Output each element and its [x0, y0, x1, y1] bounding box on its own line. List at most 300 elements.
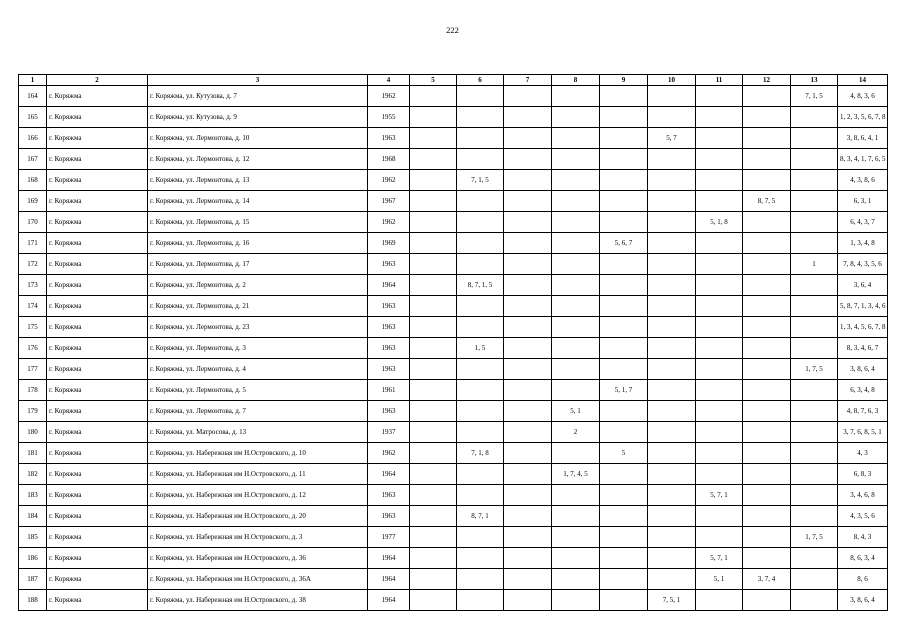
table-cell-col-13: [791, 590, 838, 611]
table-row: [19, 443, 888, 464]
table-cell-col-1: 183: [19, 485, 47, 506]
table-cell-col-7: [504, 506, 552, 527]
table-cell-col-6: [457, 527, 504, 548]
table-cell-col-11: [696, 233, 743, 254]
table-cell-col-3: г. Коряжма, ул. Лермонтова, д. 3: [148, 338, 368, 359]
table-cell-col-7: [504, 380, 552, 401]
table-cell-col-9: [600, 170, 648, 191]
table-cell-col-12: [743, 296, 791, 317]
table-cell-col-4: 1967: [368, 191, 410, 212]
table-cell-col-3: г. Коряжма, ул. Лермонтова, д. 21: [148, 296, 368, 317]
table-cell-col-11: 5, 7, 1: [696, 485, 743, 506]
table-cell-col-4: 1962: [368, 170, 410, 191]
table-cell-col-11: [696, 506, 743, 527]
table-cell-col-14: 8, 3, 4, 6, 7: [838, 338, 888, 359]
table-cell-col-13: [791, 128, 838, 149]
table-cell-col-3: г. Коряжма, ул. Лермонтова, д. 7: [148, 401, 368, 422]
table-cell-col-8: [552, 275, 600, 296]
table-cell-col-10: [648, 380, 696, 401]
table-cell-col-4: 1962: [368, 443, 410, 464]
table-cell-col-8: [552, 191, 600, 212]
table-cell-col-2: г. Коряжма: [47, 233, 148, 254]
table-cell-col-12: [743, 170, 791, 191]
table-cell-col-10: [648, 464, 696, 485]
table-cell-col-9: [600, 401, 648, 422]
table-cell-col-12: [743, 527, 791, 548]
table-cell-col-14: 1, 3, 4, 5, 6, 7, 8: [838, 317, 888, 338]
table-cell-col-13: [791, 317, 838, 338]
table-cell-col-4: 1961: [368, 380, 410, 401]
table-cell-col-5: [410, 506, 457, 527]
table-cell-col-2: г. Коряжма: [47, 212, 148, 233]
table-cell-col-6: [457, 401, 504, 422]
table-cell-col-7: [504, 86, 552, 107]
table-cell-col-13: [791, 191, 838, 212]
table-cell-col-13: [791, 107, 838, 128]
table-cell-col-5: [410, 548, 457, 569]
table-cell-col-11: [696, 107, 743, 128]
table-cell-col-2: г. Коряжма: [47, 275, 148, 296]
table-cell-col-10: [648, 485, 696, 506]
column-header: 9: [600, 75, 648, 86]
table-cell-col-5: [410, 317, 457, 338]
table-cell-col-8: 2: [552, 422, 600, 443]
table-cell-col-9: 5, 6, 7: [600, 233, 648, 254]
table-cell-col-10: [648, 359, 696, 380]
table-cell-col-13: [791, 569, 838, 590]
table-row: [19, 485, 888, 506]
page-number: 222: [446, 25, 459, 35]
table-cell-col-5: [410, 401, 457, 422]
table-cell-col-1: 176: [19, 338, 47, 359]
table-cell-col-13: [791, 275, 838, 296]
table-row: [19, 233, 888, 254]
table-cell-col-6: [457, 212, 504, 233]
table-row: [19, 191, 888, 212]
table-cell-col-10: [648, 107, 696, 128]
table-cell-col-14: 8, 3, 4, 1, 7, 6, 5: [838, 149, 888, 170]
table-row: [19, 86, 888, 107]
column-header: 7: [504, 75, 552, 86]
table-cell-col-2: г. Коряжма: [47, 317, 148, 338]
table-row: [19, 401, 888, 422]
table-cell-col-3: г. Коряжма, ул. Лермонтова, д. 12: [148, 149, 368, 170]
table-cell-col-14: 6, 3, 4, 8: [838, 380, 888, 401]
table-cell-col-2: г. Коряжма: [47, 548, 148, 569]
table-cell-col-14: 8, 6: [838, 569, 888, 590]
table-cell-col-14: 6, 3, 1: [838, 191, 888, 212]
table-cell-col-14: 3, 8, 6, 4, 1: [838, 128, 888, 149]
table-cell-col-7: [504, 296, 552, 317]
table-cell-col-14: 8, 6, 3, 4: [838, 548, 888, 569]
table-cell-col-8: [552, 359, 600, 380]
table-cell-col-9: [600, 149, 648, 170]
table-cell-col-13: 1: [791, 254, 838, 275]
table-cell-col-12: [743, 233, 791, 254]
table-cell-col-4: 1963: [368, 401, 410, 422]
table-cell-col-1: 165: [19, 107, 47, 128]
table-cell-col-2: г. Коряжма: [47, 464, 148, 485]
table-row: [19, 128, 888, 149]
table-cell-col-7: [504, 338, 552, 359]
table-cell-col-10: [648, 338, 696, 359]
table-cell-col-6: [457, 191, 504, 212]
table-cell-col-14: 3, 4, 6, 8: [838, 485, 888, 506]
table-cell-col-9: [600, 107, 648, 128]
table-cell-col-11: [696, 296, 743, 317]
table-cell-col-12: [743, 506, 791, 527]
table-cell-col-9: [600, 569, 648, 590]
table-cell-col-11: [696, 149, 743, 170]
table-cell-col-13: [791, 233, 838, 254]
table-cell-col-4: 1962: [368, 86, 410, 107]
table-cell-col-2: г. Коряжма: [47, 422, 148, 443]
table-cell-col-12: 3, 7, 4: [743, 569, 791, 590]
table-cell-col-1: 188: [19, 590, 47, 611]
table-cell-col-7: [504, 233, 552, 254]
table-cell-col-13: 1, 7, 5: [791, 359, 838, 380]
table-cell-col-10: [648, 317, 696, 338]
table-cell-col-5: [410, 212, 457, 233]
table-row: [19, 107, 888, 128]
table-cell-col-4: 1963: [368, 506, 410, 527]
column-header: 11: [696, 75, 743, 86]
table-cell-col-3: г. Коряжма, ул. Лермонтова, д. 10: [148, 128, 368, 149]
table-cell-col-13: [791, 464, 838, 485]
table-cell-col-2: г. Коряжма: [47, 107, 148, 128]
table-cell-col-2: г. Коряжма: [47, 380, 148, 401]
table-cell-col-4: 1977: [368, 527, 410, 548]
table-cell-col-4: 1963: [368, 254, 410, 275]
table-cell-col-9: [600, 86, 648, 107]
table-cell-col-11: [696, 128, 743, 149]
table-cell-col-8: [552, 254, 600, 275]
table-cell-col-6: [457, 296, 504, 317]
table-cell-col-7: [504, 275, 552, 296]
table-cell-col-11: [696, 338, 743, 359]
table-cell-col-9: [600, 128, 648, 149]
table-cell-col-10: [648, 506, 696, 527]
table-cell-col-6: [457, 254, 504, 275]
table-cell-col-4: 1963: [368, 338, 410, 359]
table-cell-col-6: [457, 590, 504, 611]
table-cell-col-1: 185: [19, 527, 47, 548]
table-cell-col-1: 174: [19, 296, 47, 317]
column-header: 12: [743, 75, 791, 86]
table-cell-col-13: [791, 548, 838, 569]
table-cell-col-5: [410, 422, 457, 443]
table-row: [19, 359, 888, 380]
table-cell-col-11: [696, 359, 743, 380]
column-header: 5: [410, 75, 457, 86]
table-cell-col-3: г. Коряжма, ул. Набережная им Н.Островского, д. 11: [148, 464, 368, 485]
table-cell-col-6: [457, 569, 504, 590]
table-cell-col-3: г. Коряжма, ул. Матросова, д. 13: [148, 422, 368, 443]
table-cell-col-11: 5, 1, 8: [696, 212, 743, 233]
table-cell-col-1: 172: [19, 254, 47, 275]
table-cell-col-10: [648, 422, 696, 443]
column-header: 14: [838, 75, 888, 86]
table-cell-col-11: 5, 1: [696, 569, 743, 590]
table-row: [19, 170, 888, 191]
table-cell-col-14: 3, 7, 6, 8, 5, 1: [838, 422, 888, 443]
table-cell-col-6: [457, 86, 504, 107]
table-cell-col-2: г. Коряжма: [47, 401, 148, 422]
table-cell-col-8: [552, 107, 600, 128]
table-cell-col-2: г. Коряжма: [47, 338, 148, 359]
table-cell-col-3: г. Коряжма, ул. Лермонтова, д. 17: [148, 254, 368, 275]
table-cell-col-1: 173: [19, 275, 47, 296]
table-cell-col-12: [743, 275, 791, 296]
header-row: [19, 75, 888, 86]
table-cell-col-6: [457, 317, 504, 338]
table-cell-col-1: 181: [19, 443, 47, 464]
table-cell-col-14: 4, 8, 7, 6, 3: [838, 401, 888, 422]
table-cell-col-1: 187: [19, 569, 47, 590]
table-cell-col-2: г. Коряжма: [47, 128, 148, 149]
table-cell-col-12: 8, 7, 5: [743, 191, 791, 212]
table-cell-col-2: г. Коряжма: [47, 527, 148, 548]
table-cell-col-13: 7, 1, 5: [791, 86, 838, 107]
table-cell-col-8: [552, 128, 600, 149]
table-cell-col-10: [648, 191, 696, 212]
table-cell-col-3: г. Коряжма, ул. Лермонтова, д. 14: [148, 191, 368, 212]
table-cell-col-3: г. Коряжма, ул. Набережная им Н.Островского, д. 20: [148, 506, 368, 527]
table-cell-col-4: 1955: [368, 107, 410, 128]
column-header: 13: [791, 75, 838, 86]
table-cell-col-5: [410, 590, 457, 611]
table-cell-col-9: [600, 191, 648, 212]
table-cell-col-9: 5, 1, 7: [600, 380, 648, 401]
table-cell-col-11: [696, 464, 743, 485]
table-cell-col-14: 4, 3, 8, 6: [838, 170, 888, 191]
table-cell-col-4: 1964: [368, 590, 410, 611]
table-cell-col-9: [600, 275, 648, 296]
table-cell-col-3: г. Коряжма, ул. Лермонтова, д. 15: [148, 212, 368, 233]
table-cell-col-8: [552, 548, 600, 569]
table-row: [19, 149, 888, 170]
table-cell-col-6: [457, 422, 504, 443]
table-cell-col-2: г. Коряжма: [47, 359, 148, 380]
table-row: [19, 338, 888, 359]
table-cell-col-1: 175: [19, 317, 47, 338]
table-row: [19, 422, 888, 443]
table-cell-col-10: [648, 233, 696, 254]
table-cell-col-13: [791, 380, 838, 401]
table-cell-col-1: 186: [19, 548, 47, 569]
table-cell-col-4: 1963: [368, 296, 410, 317]
table-cell-col-8: [552, 86, 600, 107]
table-cell-col-2: г. Коряжма: [47, 296, 148, 317]
table-cell-col-12: [743, 485, 791, 506]
table-cell-col-5: [410, 569, 457, 590]
table-cell-col-3: г. Коряжма, ул. Лермонтова, д. 13: [148, 170, 368, 191]
table-cell-col-11: [696, 380, 743, 401]
column-header: 2: [47, 75, 148, 86]
table-cell-col-8: [552, 149, 600, 170]
table-cell-col-2: г. Коряжма: [47, 149, 148, 170]
table-cell-col-11: [696, 590, 743, 611]
table-cell-col-5: [410, 527, 457, 548]
table-cell-col-10: [648, 254, 696, 275]
table-cell-col-6: [457, 107, 504, 128]
table-cell-col-9: [600, 527, 648, 548]
table-cell-col-4: 1963: [368, 485, 410, 506]
table-cell-col-10: [648, 149, 696, 170]
table-cell-col-12: [743, 317, 791, 338]
table-cell-col-10: [648, 212, 696, 233]
table-cell-col-14: 3, 6, 4: [838, 275, 888, 296]
table-cell-col-11: [696, 170, 743, 191]
table-cell-col-2: г. Коряжма: [47, 170, 148, 191]
table-cell-col-7: [504, 569, 552, 590]
table-cell-col-11: [696, 254, 743, 275]
table-cell-col-14: 3, 8, 6, 4: [838, 359, 888, 380]
table-row: [19, 380, 888, 401]
table-cell-col-1: 166: [19, 128, 47, 149]
table-cell-col-9: [600, 296, 648, 317]
table-cell-col-9: [600, 317, 648, 338]
table-cell-col-4: 1937: [368, 422, 410, 443]
table-cell-col-5: [410, 380, 457, 401]
data-table: [18, 74, 888, 611]
table-cell-col-9: [600, 212, 648, 233]
table-cell-col-7: [504, 170, 552, 191]
table-cell-col-5: [410, 86, 457, 107]
table-cell-col-6: [457, 485, 504, 506]
table-cell-col-11: [696, 422, 743, 443]
table-cell-col-8: [552, 296, 600, 317]
table-cell-col-6: [457, 464, 504, 485]
table-cell-col-1: 177: [19, 359, 47, 380]
table-cell-col-10: [648, 401, 696, 422]
table-cell-col-4: 1964: [368, 275, 410, 296]
table-cell-col-2: г. Коряжма: [47, 590, 148, 611]
table-row: [19, 590, 888, 611]
table-cell-col-8: [552, 590, 600, 611]
table-cell-col-13: [791, 296, 838, 317]
table-cell-col-2: г. Коряжма: [47, 506, 148, 527]
table-cell-col-1: 167: [19, 149, 47, 170]
table-cell-col-4: 1969: [368, 233, 410, 254]
column-header: 4: [368, 75, 410, 86]
table-cell-col-13: [791, 338, 838, 359]
table-cell-col-8: 5, 1: [552, 401, 600, 422]
table-cell-col-12: [743, 212, 791, 233]
table-cell-col-10: [648, 527, 696, 548]
table-cell-col-7: [504, 107, 552, 128]
table-cell-col-12: [743, 149, 791, 170]
table-cell-col-7: [504, 464, 552, 485]
table-cell-col-12: [743, 380, 791, 401]
table-cell-col-14: 4, 3: [838, 443, 888, 464]
table-cell-col-2: г. Коряжма: [47, 569, 148, 590]
table-cell-col-5: [410, 107, 457, 128]
table-cell-col-12: [743, 254, 791, 275]
table-row: [19, 317, 888, 338]
table-cell-col-12: [743, 548, 791, 569]
table-cell-col-7: [504, 359, 552, 380]
table-cell-col-1: 182: [19, 464, 47, 485]
table-cell-col-3: г. Коряжма, ул. Набережная им Н.Островского, д. 3: [148, 527, 368, 548]
table-cell-col-6: [457, 128, 504, 149]
table-cell-col-5: [410, 359, 457, 380]
table-cell-col-3: г. Коряжма, ул. Набережная им Н.Островского, д. 10: [148, 443, 368, 464]
table-cell-col-4: 1963: [368, 317, 410, 338]
table-cell-col-7: [504, 590, 552, 611]
table-cell-col-1: 164: [19, 86, 47, 107]
table-cell-col-12: [743, 422, 791, 443]
table-cell-col-1: 169: [19, 191, 47, 212]
table-cell-col-2: г. Коряжма: [47, 254, 148, 275]
table-cell-col-5: [410, 296, 457, 317]
table-cell-col-5: [410, 275, 457, 296]
table-cell-col-10: [648, 443, 696, 464]
table-cell-col-9: 5: [600, 443, 648, 464]
table-cell-col-10: [648, 170, 696, 191]
table-cell-col-13: [791, 212, 838, 233]
table-row: [19, 548, 888, 569]
table-cell-col-4: 1964: [368, 464, 410, 485]
table-cell-col-1: 170: [19, 212, 47, 233]
table-cell-col-8: [552, 338, 600, 359]
table-cell-col-8: [552, 233, 600, 254]
table-cell-col-5: [410, 149, 457, 170]
table-cell-col-6: [457, 233, 504, 254]
table-cell-col-3: г. Коряжма, ул. Лермонтова, д. 4: [148, 359, 368, 380]
table-row: [19, 275, 888, 296]
table-cell-col-13: [791, 401, 838, 422]
table-cell-col-4: 1964: [368, 569, 410, 590]
table-cell-col-5: [410, 464, 457, 485]
table-cell-col-3: г. Коряжма, ул. Набережная им Н.Островского, д. 38: [148, 590, 368, 611]
table-cell-col-2: г. Коряжма: [47, 485, 148, 506]
table-cell-col-9: [600, 422, 648, 443]
table-cell-col-6: [457, 359, 504, 380]
table-cell-col-14: 8, 4, 3: [838, 527, 888, 548]
table-cell-col-11: 5, 7, 1: [696, 548, 743, 569]
table-cell-col-3: г. Коряжма, ул. Кутузова, д. 9: [148, 107, 368, 128]
table-cell-col-5: [410, 254, 457, 275]
table-cell-col-11: [696, 401, 743, 422]
table-cell-col-12: [743, 464, 791, 485]
table-cell-col-1: 178: [19, 380, 47, 401]
table-row: [19, 296, 888, 317]
table-cell-col-12: [743, 443, 791, 464]
table-cell-col-7: [504, 527, 552, 548]
table-cell-col-14: 1, 3, 4, 8: [838, 233, 888, 254]
table-cell-col-9: [600, 338, 648, 359]
table-cell-col-10: 7, 5, 1: [648, 590, 696, 611]
table-row: [19, 464, 888, 485]
table-cell-col-8: [552, 443, 600, 464]
table-cell-col-6: 1, 5: [457, 338, 504, 359]
table-cell-col-2: г. Коряжма: [47, 86, 148, 107]
table-cell-col-13: [791, 422, 838, 443]
table-row: [19, 506, 888, 527]
table-cell-col-9: [600, 359, 648, 380]
table-cell-col-3: г. Коряжма, ул. Набережная им Н.Островского, д. 12: [148, 485, 368, 506]
table-cell-col-7: [504, 401, 552, 422]
table-cell-col-10: [648, 569, 696, 590]
table-cell-col-1: 179: [19, 401, 47, 422]
table-cell-col-5: [410, 338, 457, 359]
table-cell-col-10: [648, 548, 696, 569]
table-cell-col-10: [648, 86, 696, 107]
table-cell-col-2: г. Коряжма: [47, 443, 148, 464]
table-cell-col-7: [504, 191, 552, 212]
table-cell-col-8: 1, 7, 4, 5: [552, 464, 600, 485]
